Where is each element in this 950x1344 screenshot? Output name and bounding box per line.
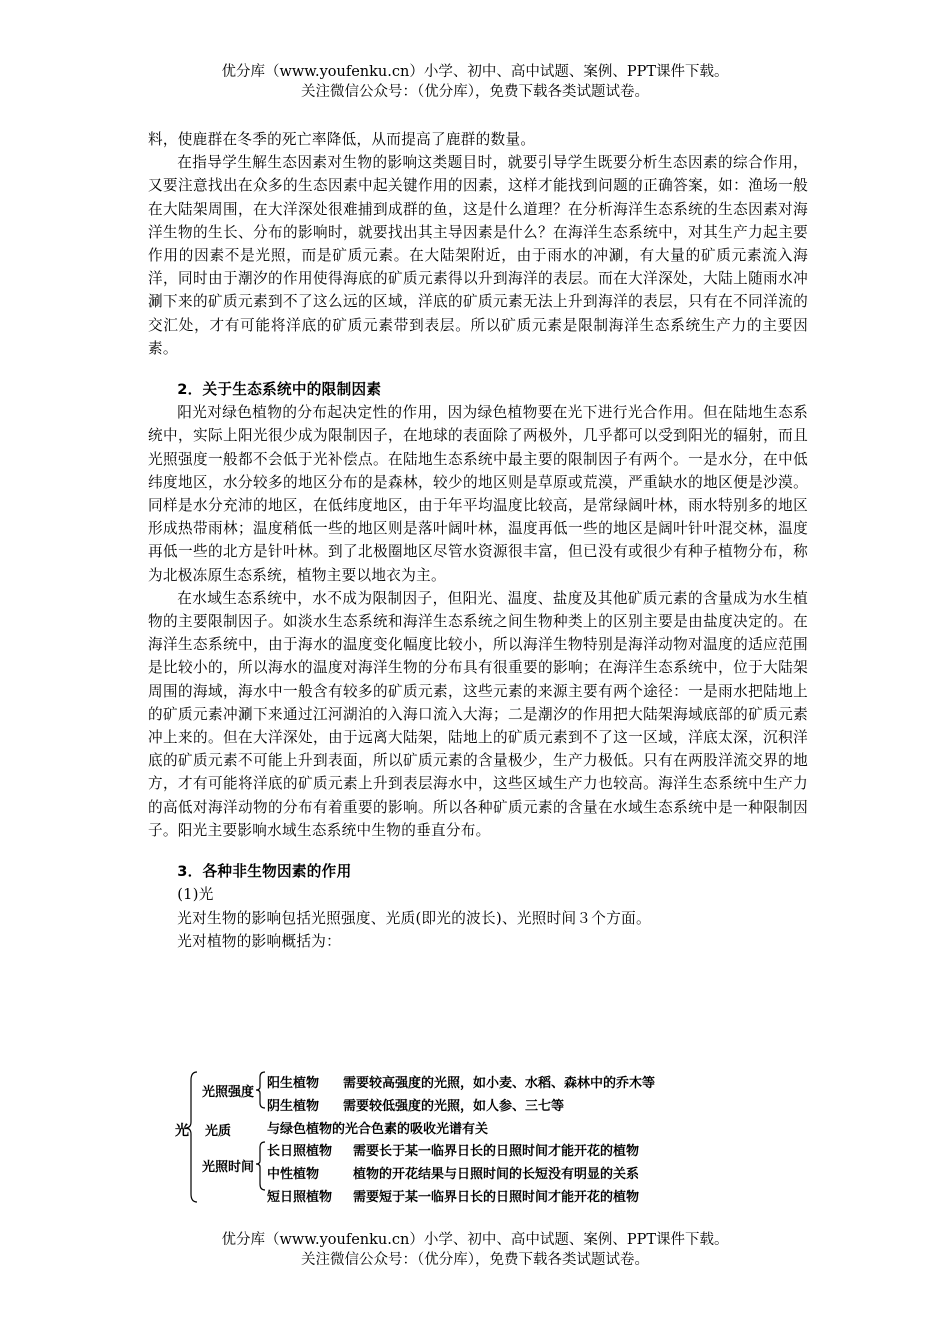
- diagram-quality-label: 光质: [205, 1124, 232, 1139]
- footer-line-2: 关注微信公众号：（优分库），免费下载各类试题试卷。: [301, 1252, 649, 1268]
- page-footer: [0, 1230, 950, 1270]
- paragraph-5: 光对生物的影响包括光照强度、光质(即光的波长)、光照时间３个方面。: [177, 909, 651, 927]
- diagram-shade-desc: 需要较低强度的光照，如人参、三七等: [343, 1099, 565, 1114]
- diagram-short-plant: 短日照植物: [267, 1190, 333, 1205]
- footer-line-1: 优分库（www.youfenku.cn）小学、初中、高中试题、案例、PPT课件下载。: [221, 1232, 729, 1248]
- paragraph-6: 光对植物的影响概括为：: [177, 932, 342, 950]
- paragraph-2: 在指导学生解生态因素对生物的影响这类题目时，就要引导学生既要分析生态因素的综合作用，又要注意找出在众多的生态因素中起关键作用的因素，这样才能找到问题的正确答案，如：渔场一般在大陆架周围，在大洋深处很难捕到成群的鱼，这是什么道理？在分析海洋生态系统的生态因素对海洋生物的生长、分布的影响时，就要找出其主导因素是什么？在海洋生态系统中，对其生产力起主要作用的因素不是光照，而是矿质元素。在大陆架附近，由于雨水的冲涮，有大量的矿质元素流入海洋，同时由于潮汐的作用使得海底的矿质元素得以升到海洋的表层。而在大洋深处，大陆上随雨水冲涮下来的矿质元素到不了这么远的区域，洋底的矿质元素无法上升到海洋的表层，只有在不同洋流的交汇处，才有可能将洋底的矿质元素带到表层。所以矿质元素是限制海洋生态系统生产力的主要因素。: [148, 154, 808, 357]
- diagram-neutral-desc: 植物的开花结果与日照时间的长短没有明显的关系: [353, 1167, 640, 1182]
- diagram-long-desc: 需要长于某一临界日长的日照时间才能开花的植物: [353, 1144, 640, 1159]
- diagram-intensity-label: 光照强度: [202, 1085, 255, 1100]
- header-line-1: 优分库（www.youfenku.cn）小学、初中、高中试题、案例、PPT课件下载。: [221, 64, 729, 80]
- diagram-duration-label: 光照时间: [202, 1160, 255, 1175]
- section-heading-3: 3．各种非生物因素的作用: [177, 863, 352, 881]
- section-heading-2: 2．关于生态系统中的限制因素: [177, 381, 382, 399]
- subheading-light: (1)光: [177, 886, 214, 904]
- document-body: [148, 128, 808, 953]
- diagram-shade-plant: 阴生植物: [267, 1099, 320, 1114]
- header-line-2: 关注微信公众号：（优分库），免费下载各类试题试卷。: [301, 84, 649, 100]
- page-header: [0, 62, 950, 102]
- diagram-quality-desc: 与绿色植物的光合色素的吸收光谱有关: [267, 1122, 489, 1137]
- diagram-sun-desc: 需要较高强度的光照，如小麦、水稻、森林中的乔木等: [343, 1076, 656, 1091]
- paragraph-1: 料，使鹿群在冬季的死亡率降低，从而提高了鹿群的数量。: [148, 131, 536, 148]
- diagram-long-plant: 长日照植物: [267, 1144, 333, 1159]
- paragraph-3: 阳光对绿色植物的分布起决定性的作用，因为绿色植物要在光下进行光合作用。但在陆地生态系统中，实际上阳光很少成为限制因子，在地球的表面除了两极外，几乎都可以受到阳光的辐射，而且光照强度一般都不会低于光补偿点。在陆地生态系统中最主要的限制因子有两个。一是水分，在中低纬度地区，水分较多的地区分布的是森林，较少的地区则是草原或荒漠，严重缺水的地区便是沙漠。同样是水分充沛的地区，在低纬度地区，由于年平均温度比较高，是常绿阔叶林，雨水特别多的地区形成热带雨林；温度稍低一些的地区则是落叶阔叶林，温度再低一些的地区是阔叶针叶混交林，温度再低一些的北方是针叶林。到了北极圈地区尽管水资源很丰富，但已没有或很少有种子植物分布，称为北极冻原生态系统，植物主要以地衣为主。: [148, 404, 808, 584]
- paragraph-4: 在水域生态系统中，水不成为限制因子，但阳光、温度、盐度及其他矿质元素的含量成为水生植物的主要限制因子。如淡水生态系统和海洋生态系统之间生物种类上的区别主要是由盐度决定的。在海洋生态系统中，由于海水的温度变化幅度比较小，所以海洋生物特别是海洋动物对温度的适应范围是比较小的，所以海水的温度对海洋生物的分布具有很重要的影响；在海洋生态系统中，位于大陆架周围的海域，海水中一般含有较多的矿质元素，这些元素的来源主要有两个途径：一是雨水把陆地上的矿质元素冲涮下来通过江河湖泊的入海口流入大海；二是潮汐的作用把大陆架海域底部的矿质元素冲上来的。但在大洋深处，由于远离大陆架，陆地上的矿质元素到不了这一区域，洋底太深，沉积洋底的矿质元素不可能上升到表面，所以矿质元素的含量极少，生产力极低。只有在两股洋流交界的地方，才有可能将洋底的矿质元素上升到表层海水中，这些区域生产力也较高。海洋生态系统中生产力的高低对海洋动物的分布有着重要的影响。所以各种矿质元素的含量在水域生态系统中是一种限制因子。阳光主要影响水域生态系统中生物的垂直分布。: [148, 589, 808, 839]
- light-effects-diagram: [175, 1068, 695, 1208]
- diagram-short-desc: 需要短于某一临界日长的日照时间才能开花的植物: [353, 1190, 640, 1205]
- diagram-root-label: 光: [175, 1123, 189, 1139]
- diagram-neutral-plant: 中性植物: [267, 1167, 320, 1182]
- diagram-sun-plant: 阳生植物: [267, 1076, 320, 1091]
